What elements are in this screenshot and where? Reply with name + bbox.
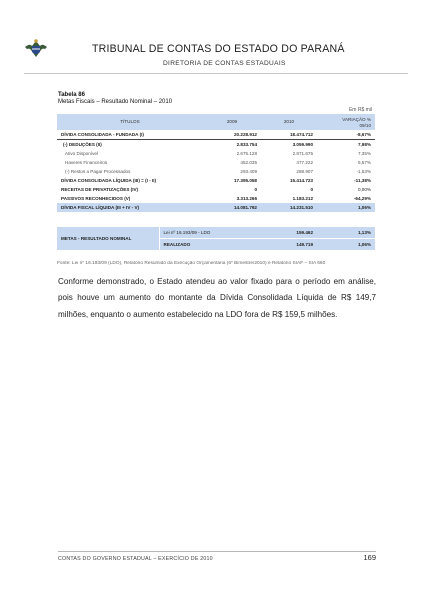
row-variation: 0,00% [357, 187, 371, 192]
row-variation: 7,98% [317, 140, 375, 150]
department-subtitle: DIRETORIA DE CONTAS ESTADUAIS [163, 60, 286, 67]
row-value-2010: 477.222 [296, 160, 313, 165]
metas-realizado-value: 149.719 [261, 239, 317, 251]
row-value-2009: 20.228.912 [234, 132, 257, 137]
row-variation: 7,35% [357, 151, 371, 156]
table-row [57, 194, 375, 203]
row-value-2009: 2.833.754 [203, 140, 261, 150]
row-value-2010: 15.414.723 [290, 178, 313, 183]
row-value-2009: 14.081.792 [203, 203, 261, 212]
row-label: Ativo Disponível [65, 151, 98, 156]
row-value-2009: 17.395.058 [234, 178, 257, 183]
row-label: DÍVIDA CONSOLIDADA LÍQUIDA (III) = (I - II) [61, 178, 157, 183]
row-value-2010: 3.059.990 [261, 140, 317, 150]
table-row [57, 185, 375, 194]
col-header-variacao-text: VARIAÇÃO % 09/10 [342, 116, 371, 128]
row-label: (-) Restos a Pagar Processados [65, 169, 131, 174]
col-header-2009: 2009 [203, 114, 261, 130]
footer-divider [58, 551, 376, 552]
row-value-2009: 3.313.266 [236, 196, 257, 201]
row-variation: 1,06% [317, 203, 375, 212]
table-row [57, 149, 375, 158]
table-row [57, 140, 375, 150]
table-row [57, 176, 375, 185]
metas-ldo-value: 159.462 [261, 227, 317, 239]
metas-ldo-label: Lei nº 16.193/09 - LDO [159, 227, 261, 239]
row-label: RECEITAS DE PRIVATIZAÇÕES (IV) [61, 187, 139, 192]
metas-row-ldo [57, 227, 375, 239]
table-header-row [57, 114, 375, 130]
table-row [57, 130, 375, 140]
footer-label: CONTAS DO GOVERNO ESTADUAL – EXERCÍCIO DE 2010 [58, 556, 213, 562]
col-header-titulos: TÍTULOS [57, 114, 203, 130]
metas-realizado-pct: 1,06% [317, 239, 375, 251]
row-variation: -8,67% [356, 132, 371, 137]
institution-title: TRIBUNAL DE CONTAS DO ESTADO DO PARANÁ [92, 43, 345, 55]
coat-of-arms-icon [24, 37, 48, 59]
metas-ldo-pct: 1,13% [317, 227, 375, 239]
col-header-variacao [317, 114, 375, 130]
row-value-2010: 18.474.712 [290, 132, 313, 137]
row-variation: -64,29% [353, 196, 371, 201]
row-value-2010: 1.183.212 [292, 196, 313, 201]
header-divider [24, 73, 408, 74]
table-subcaption: Metas Fiscais – Resultado Nominal – 2010 [58, 99, 173, 105]
row-value-2009: 0 [254, 187, 257, 192]
row-value-2010: 14.231.510 [261, 203, 317, 212]
table-row [57, 158, 375, 167]
table-caption: Tabela 86 [58, 92, 85, 98]
body-paragraph: Conforme demonstrado, o Estado atendeu ao valor fixado para o período em análise, pois houve um aumento do montante da Dívida Consolidada Líquida de R$ 149,7 milhões, enquanto o aumento estabelecido na LDO fora de R$ 159,5 milhões. [58, 277, 376, 319]
row-label: (-) DEDUÇÕES (II) [57, 140, 203, 150]
row-value-2009: 452.035 [240, 160, 257, 165]
row-variation: -11,38% [354, 178, 371, 183]
row-label: DÍVIDA CONSOLIDADA - FUNDADA (I) [61, 132, 144, 137]
fiscal-goals-table [57, 114, 375, 212]
row-label: PASSIVOS RECONHECIDOS (V) [61, 196, 131, 201]
row-value-2009: 293.409 [240, 169, 257, 174]
table-source-note: Fonte: Lei nº 16.193/09 (LDO), Relatório Resumido da Execução Orçamentária (6º Bimestre/2010) e Relatório SIAF – SIA 660 [57, 261, 326, 266]
col-header-2010: 2010 [261, 114, 317, 130]
row-value-2010: 0 [310, 187, 313, 192]
page-number: 169 [363, 553, 376, 562]
metas-label: METAS - RESULTADO NOMINAL [57, 227, 159, 250]
table-row [57, 167, 375, 176]
table-unit: Em R$ mil [348, 107, 372, 113]
row-variation: -1,53% [356, 169, 371, 174]
row-label: Haveres Financeiros [65, 160, 108, 165]
metas-realizado-label: REALIZADO [159, 239, 261, 251]
row-value-2010: 2.871.675 [292, 151, 313, 156]
row-label: DÍVIDA FISCAL LÍQUIDA (III + IV - V) [57, 203, 203, 212]
row-value-2009: 2.675.128 [236, 151, 257, 156]
metas-table [57, 227, 375, 250]
row-value-2010: 288.907 [296, 169, 313, 174]
row-variation: 5,57% [357, 160, 371, 165]
table-row-total [57, 203, 375, 212]
